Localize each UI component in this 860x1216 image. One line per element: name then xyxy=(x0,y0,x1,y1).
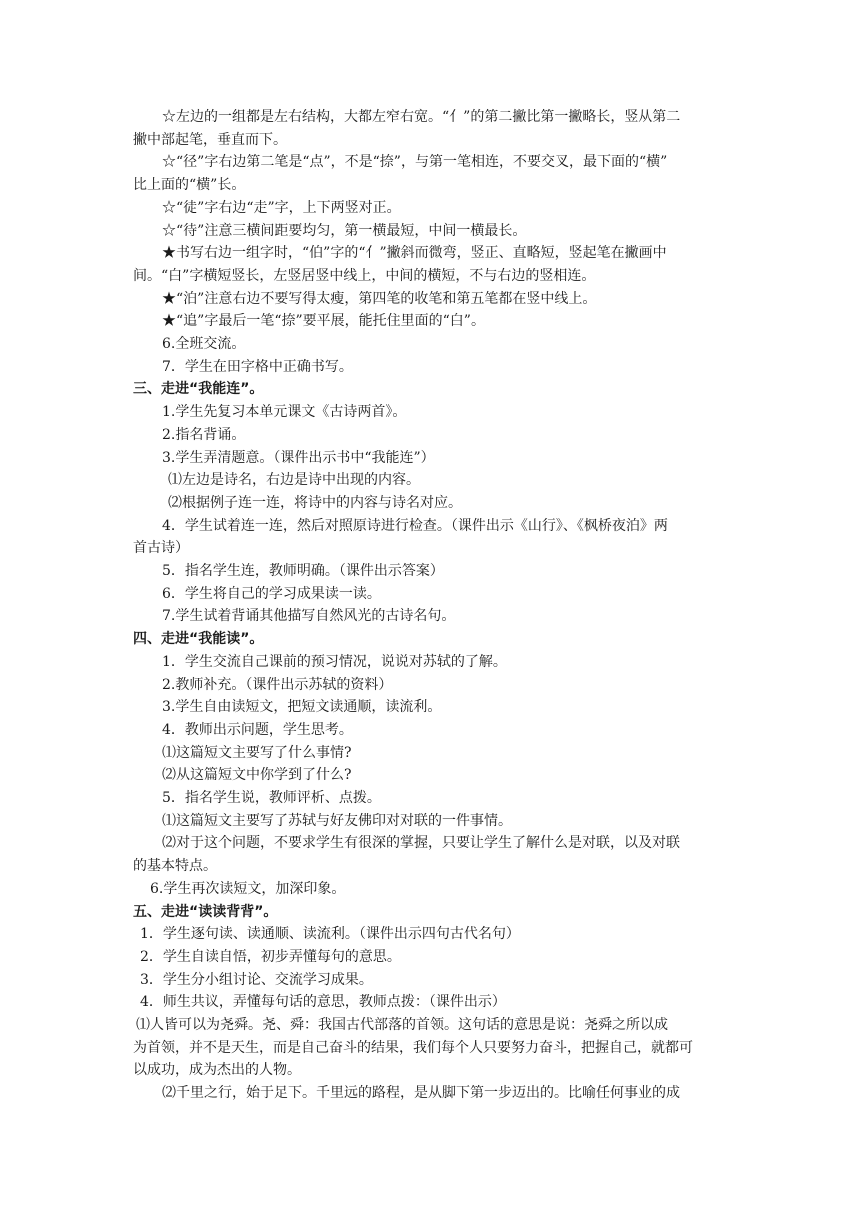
text-line: ⑵从这篇短文中你学到了什么? xyxy=(162,767,352,783)
text-line: 6．学生将自己的学习成果读一读。 xyxy=(162,586,381,602)
text-line: 4．师生共议，弄懂每句话的意思，教师点拨：（课件出示） xyxy=(140,994,506,1010)
text-line: 2.教师补充。（课件出示苏轼的资料） xyxy=(162,677,393,693)
text-line: 1．学生交流自己课前的预习情况，说说对苏轼的了解。 xyxy=(162,654,507,670)
text-line: 3.学生弄清题意。（课件出示书中“我能连”） xyxy=(162,450,435,466)
text-line: 4．教师出示问题，学生思考。 xyxy=(162,722,353,738)
text-line: 以成功，成为杰出的人物。 xyxy=(133,1062,301,1078)
text-line: 5．指名学生说，教师评析、点拨。 xyxy=(162,790,381,806)
text-line: 6.全班交流。 xyxy=(162,336,246,352)
text-line: 撇中部起笔，垂直而下。 xyxy=(133,132,287,148)
text-line: 间。“白”字横短竖长，左竖居竖中线上，中间的横短，不与右边的竖相连。 xyxy=(133,268,596,284)
section-heading: 四、走进“我能读”。 xyxy=(133,631,264,647)
text-line: ☆“徒”字右边“走”字，上下两竖对正。 xyxy=(162,200,401,216)
text-line: 5．指名学生连，教师明确。（课件出示答案） xyxy=(162,563,444,579)
text-line: 为首领，并不是天生，而是自己奋斗的结果，我们每个人只要努力奋斗，把握自己，就都可 xyxy=(133,1040,693,1056)
text-line: ★“追”字最后一笔“捺”要平展，能托住里面的“白”。 xyxy=(162,313,485,329)
text-line: 3．学生分小组讨论、交流学习成果。 xyxy=(140,972,373,988)
text-line: 的基本特点。 xyxy=(133,858,217,874)
text-line: ⑵千里之行，始于足下。千里远的路程，是从脚下第一步迈出的。比喻任何事业的成 xyxy=(162,1085,680,1101)
text-line: 2.指名背诵。 xyxy=(162,427,246,443)
section-heading: 五、走进“读读背背”。 xyxy=(133,904,278,920)
text-line: 7.学生试着背诵其他描写自然风光的古诗名句。 xyxy=(162,608,456,624)
text-line: 1.学生先复习本单元课文《古诗两首》。 xyxy=(162,404,407,420)
text-line: 2．学生自读自悟，初步弄懂每句的意思。 xyxy=(140,949,401,965)
text-line: 7．学生在田字格中正确书写。 xyxy=(162,359,353,375)
text-line: 6.学生再次读短文，加深印象。 xyxy=(150,881,346,897)
text-line: ⑴这篇短文主要写了什么事情? xyxy=(162,745,352,761)
text-line: ★“泊”注意右边不要写得太瘦，第四笔的收笔和第五笔都在竖中线上。 xyxy=(162,291,597,307)
section-heading: 三、走进“我能连”。 xyxy=(133,381,264,397)
text-line: ☆“径”字右边第二笔是“点”，不是“捺”，与第一笔相连，不要交叉，最下面的“横” xyxy=(162,154,668,170)
text-line: ☆左边的一组都是左右结构，大都左窄右宽。“亻”的第二撇比第一撇略长，竖从第二 xyxy=(162,109,681,125)
text-line: ⑴这篇短文主要写了苏轼与好友佛印对对联的一件事情。 xyxy=(162,813,512,829)
text-line: ★书写右边一组字时，“伯”字的“亻”撇斜而微弯，竖正、直略短，竖起笔在撇画中 xyxy=(162,245,667,261)
text-line: 1．学生逐句读、读通顺、读流利。（课件出示四句古代名句） xyxy=(140,926,520,942)
text-line: 首古诗） xyxy=(133,540,189,556)
text-line: 4．学生试着连一连，然后对照原诗进行检查。（课件出示《山行》、《枫桥夜泊》两 xyxy=(162,518,668,534)
text-line: ⑵对于这个问题，不要求学生有很深的掌握，只要让学生了解什么是对联，以及对联 xyxy=(162,835,680,851)
text-line: 3.学生自由读短文，把短文读通顺，读流利。 xyxy=(162,699,442,715)
text-line: ⑴人皆可以为尧舜。尧、舜：我国古代部落的首领。这句话的意思是说：尧舜之所以成 xyxy=(136,1017,668,1033)
text-line: ⑴左边是诗名，右边是诗中出现的内容。 xyxy=(168,472,420,488)
text-line: ⑵根据例子连一连，将诗中的内容与诗名对应。 xyxy=(168,495,462,511)
text-line: ☆“待”注意三横间距要均匀，第一横最短，中间一横最长。 xyxy=(162,223,527,239)
text-line: 比上面的“横”长。 xyxy=(133,177,246,193)
